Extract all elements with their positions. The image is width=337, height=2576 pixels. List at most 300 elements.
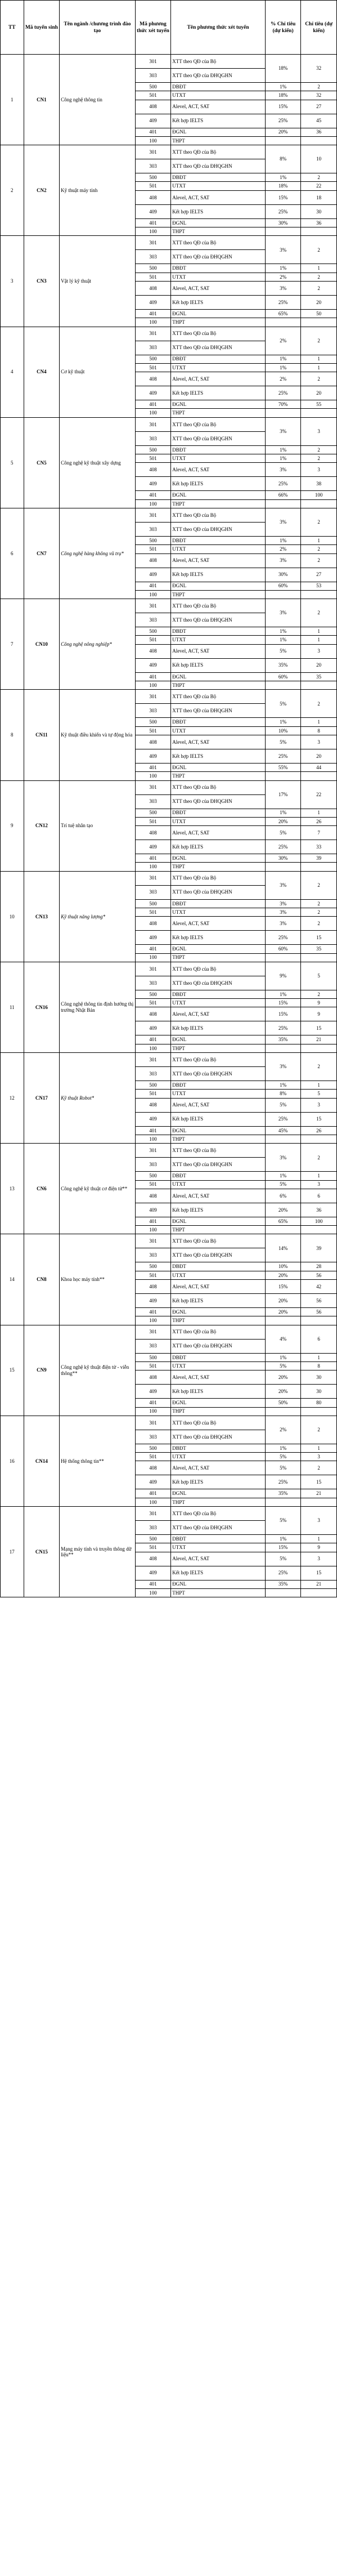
method-code: 301	[135, 1325, 171, 1339]
quota-count: 9	[301, 1543, 337, 1552]
method-code: 301	[135, 236, 171, 250]
method-code: 100	[135, 1498, 171, 1506]
header-ma-phuong-thuc: Mã phương thức xét tuyển	[135, 1, 171, 55]
method-code: 409	[135, 114, 171, 128]
quota-count	[301, 227, 337, 236]
quota-percent: 5%	[265, 1453, 301, 1461]
method-name: Alevel, ACT, SAT	[171, 826, 266, 840]
quota-count: 2	[301, 281, 337, 295]
quota-percent: 5%	[265, 1461, 301, 1475]
header-tt: TT	[1, 1, 24, 55]
quota-percent: 25%	[265, 749, 301, 763]
method-name: THPT	[171, 499, 266, 508]
method-code: 501	[135, 363, 171, 372]
method-name: THPT	[171, 681, 266, 690]
method-name: UTXT	[171, 1271, 266, 1279]
quota-count: 56	[301, 1271, 337, 1279]
program-code: CN14	[24, 1416, 60, 1506]
method-code: 401	[135, 1580, 171, 1588]
method-name: Alevel, ACT, SAT	[171, 281, 266, 295]
quota-count: 2	[301, 545, 337, 553]
method-code: 408	[135, 100, 171, 114]
method-code: 303	[135, 431, 171, 445]
method-name: ĐGNL	[171, 1399, 266, 1407]
method-code: 100	[135, 953, 171, 962]
method-code: 301	[135, 417, 171, 431]
quota-count: 1	[301, 1172, 337, 1180]
method-name: UTXT	[171, 91, 266, 100]
quota-percent: 25%	[265, 1021, 301, 1035]
quota-count	[301, 1226, 337, 1234]
method-code: 303	[135, 250, 171, 264]
quota-percent: 15%	[265, 1543, 301, 1552]
quota-count: 30	[301, 204, 337, 218]
method-code: 100	[135, 681, 171, 690]
quota-count: 1	[301, 1081, 337, 1090]
quota-percent: 45%	[265, 1126, 301, 1135]
method-name: Kết hợp IELTS	[171, 1112, 266, 1126]
method-name: ĐGNL	[171, 763, 266, 771]
method-code: 408	[135, 1189, 171, 1203]
method-code: 301	[135, 508, 171, 522]
quota-count: 3	[301, 417, 337, 445]
method-name: XTT theo QĐ của Bộ	[171, 1416, 266, 1430]
method-name: UTXT	[171, 182, 266, 190]
quota-percent: 1%	[265, 536, 301, 544]
method-name: DBĐT	[171, 1081, 266, 1090]
quota-count: 28	[301, 1262, 337, 1271]
method-code: 401	[135, 763, 171, 771]
quota-percent: 35%	[265, 658, 301, 672]
quota-count: 8	[301, 726, 337, 735]
quota-percent: 3%	[265, 908, 301, 916]
method-name: DBĐT	[171, 355, 266, 363]
program-tt: 4	[1, 327, 24, 417]
method-name: XTT theo QĐ của ĐHQGHN	[171, 1067, 266, 1081]
quota-count	[301, 1588, 337, 1597]
method-name: ĐGNL	[171, 1580, 266, 1588]
quota-count	[301, 1498, 337, 1506]
quota-percent	[265, 499, 301, 508]
quota-percent: 25%	[265, 931, 301, 945]
quota-count: 22	[301, 780, 337, 809]
program-code: CN12	[24, 780, 60, 871]
method-code: 409	[135, 1112, 171, 1126]
quota-percent: 3%	[265, 899, 301, 908]
method-name: DBĐT	[171, 1172, 266, 1180]
quota-percent	[265, 1588, 301, 1597]
quota-percent: 18%	[265, 55, 301, 83]
quota-count: 2	[301, 1053, 337, 1081]
method-name: XTT theo QĐ của Bộ	[171, 1325, 266, 1339]
quota-percent: 18%	[265, 182, 301, 190]
method-code: 501	[135, 182, 171, 190]
method-name: ĐGNL	[171, 1217, 266, 1225]
method-name: Alevel, ACT, SAT	[171, 553, 266, 568]
quota-count: 20	[301, 386, 337, 400]
method-name: THPT	[171, 409, 266, 417]
method-code: 401	[135, 1399, 171, 1407]
method-code: 409	[135, 840, 171, 854]
method-name: Kết hợp IELTS	[171, 1021, 266, 1035]
quota-count: 35	[301, 672, 337, 681]
method-code: 501	[135, 1180, 171, 1189]
quota-percent: 15%	[265, 100, 301, 114]
method-code: 501	[135, 999, 171, 1007]
header-chi-tieu: Chỉ tiêu (dự kiến)	[301, 1, 337, 55]
method-name: DBĐT	[171, 718, 266, 726]
method-name: DBĐT	[171, 627, 266, 636]
program-tt: 13	[1, 1144, 24, 1234]
quota-percent: 3%	[265, 281, 301, 295]
quota-count	[301, 1135, 337, 1143]
table-header-row	[1, 1, 337, 55]
quota-percent: 1%	[265, 990, 301, 998]
method-name: ĐGNL	[171, 218, 266, 227]
quota-percent	[265, 590, 301, 599]
method-name: XTT theo QĐ của Bộ	[171, 145, 266, 159]
quota-count: 27	[301, 568, 337, 582]
method-name: Alevel, ACT, SAT	[171, 735, 266, 749]
method-name: XTT theo QĐ của ĐHQGHN	[171, 1248, 266, 1262]
program-code: CN11	[24, 690, 60, 780]
method-code: 303	[135, 1339, 171, 1353]
quota-percent: 2%	[265, 545, 301, 553]
quota-percent: 1%	[265, 809, 301, 817]
quota-percent: 25%	[265, 1566, 301, 1580]
method-name: THPT	[171, 772, 266, 780]
method-code: 500	[135, 173, 171, 182]
method-code: 100	[135, 1407, 171, 1416]
quota-count: 80	[301, 1399, 337, 1407]
quota-count: 8	[301, 1361, 337, 1370]
method-code: 303	[135, 159, 171, 173]
method-name: UTXT	[171, 363, 266, 372]
quota-percent: 25%	[265, 1112, 301, 1126]
method-name: ĐGNL	[171, 400, 266, 409]
method-name: ĐGNL	[171, 672, 266, 681]
table-row	[1, 1416, 337, 1430]
method-code: 303	[135, 1067, 171, 1081]
method-name: Alevel, ACT, SAT	[171, 1552, 266, 1566]
quota-count	[301, 772, 337, 780]
table-row	[1, 780, 337, 794]
method-code: 408	[135, 372, 171, 386]
quota-count: 26	[301, 1126, 337, 1135]
quota-count: 9	[301, 999, 337, 1007]
quota-count	[301, 953, 337, 962]
program-code: CN13	[24, 871, 60, 962]
method-code: 409	[135, 1475, 171, 1489]
method-code: 303	[135, 613, 171, 627]
method-code: 401	[135, 1489, 171, 1498]
method-code: 401	[135, 1126, 171, 1135]
method-name: Alevel, ACT, SAT	[171, 463, 266, 477]
quota-percent: 20%	[265, 1370, 301, 1385]
quota-percent: 65%	[265, 309, 301, 318]
method-code: 408	[135, 917, 171, 931]
method-name: UTXT	[171, 1361, 266, 1370]
quota-count: 55	[301, 400, 337, 409]
quota-count: 45	[301, 114, 337, 128]
method-name: XTT theo QĐ của Bộ	[171, 962, 266, 976]
program-name: Công nghệ kỹ thuật xây dựng	[60, 417, 136, 508]
quota-count: 42	[301, 1280, 337, 1294]
quota-count: 2	[301, 327, 337, 355]
program-name: Kỹ thuật năng lượng*	[60, 871, 136, 962]
quota-count: 44	[301, 763, 337, 771]
method-code: 401	[135, 400, 171, 409]
method-code: 501	[135, 726, 171, 735]
quota-percent: 5%	[265, 826, 301, 840]
quota-percent: 10%	[265, 1262, 301, 1271]
method-name: ĐGNL	[171, 1035, 266, 1044]
quota-percent: 2%	[265, 327, 301, 355]
method-name: XTT theo QĐ của Bộ	[171, 327, 266, 341]
program-tt: 3	[1, 236, 24, 327]
quota-percent: 3%	[265, 236, 301, 264]
method-name: XTT theo QĐ của Bộ	[171, 690, 266, 704]
method-name: DBĐT	[171, 264, 266, 273]
method-code: 301	[135, 1507, 171, 1521]
quota-percent: 66%	[265, 491, 301, 499]
quota-percent: 60%	[265, 945, 301, 953]
method-name: Alevel, ACT, SAT	[171, 1280, 266, 1294]
quota-percent	[265, 1407, 301, 1416]
quota-count: 21	[301, 1489, 337, 1498]
method-name: Alevel, ACT, SAT	[171, 190, 266, 204]
method-name: ĐGNL	[171, 491, 266, 499]
method-code: 100	[135, 1135, 171, 1143]
quota-count: 1	[301, 1353, 337, 1361]
method-name: XTT theo QĐ của Bộ	[171, 1144, 266, 1158]
method-code: 409	[135, 658, 171, 672]
method-name: ĐGNL	[171, 854, 266, 863]
method-code: 401	[135, 1217, 171, 1225]
quota-percent: 8%	[265, 1090, 301, 1098]
method-name: THPT	[171, 863, 266, 871]
quota-count: 1	[301, 363, 337, 372]
quota-count: 2	[301, 917, 337, 931]
program-code: CN5	[24, 417, 60, 508]
method-name: DBĐT	[171, 1535, 266, 1543]
quota-count: 2	[301, 871, 337, 899]
method-name: XTT theo QĐ của ĐHQGHN	[171, 794, 266, 809]
method-code: 409	[135, 1021, 171, 1035]
quota-count: 2	[301, 83, 337, 91]
method-name: THPT	[171, 953, 266, 962]
quota-percent: 25%	[265, 840, 301, 854]
program-tt: 7	[1, 599, 24, 690]
quota-count: 3	[301, 1098, 337, 1112]
quota-count: 2	[301, 273, 337, 281]
program-name: Kỹ thuật điều khiển và tự động hóa	[60, 690, 136, 780]
quota-percent: 9%	[265, 962, 301, 990]
quota-count: 32	[301, 55, 337, 83]
method-code: 500	[135, 1172, 171, 1180]
quota-percent: 70%	[265, 400, 301, 409]
method-name: THPT	[171, 1226, 266, 1234]
method-code: 409	[135, 477, 171, 491]
method-code: 401	[135, 582, 171, 590]
quota-percent: 55%	[265, 763, 301, 771]
quota-count	[301, 590, 337, 599]
quota-count: 3	[301, 735, 337, 749]
quota-count: 36	[301, 1203, 337, 1217]
method-code: 408	[135, 190, 171, 204]
quota-count: 1	[301, 355, 337, 363]
program-code: CN9	[24, 1325, 60, 1416]
program-code: CN3	[24, 236, 60, 327]
method-code: 408	[135, 1461, 171, 1475]
method-name: XTT theo QĐ của ĐHQGHN	[171, 704, 266, 718]
quota-percent: 17%	[265, 780, 301, 809]
quota-count: 20	[301, 658, 337, 672]
method-name: XTT theo QĐ của Bộ	[171, 1053, 266, 1067]
method-name: Kết hợp IELTS	[171, 931, 266, 945]
method-code: 301	[135, 1053, 171, 1067]
method-name: Alevel, ACT, SAT	[171, 372, 266, 386]
method-name: Kết hợp IELTS	[171, 1203, 266, 1217]
program-code: CN15	[24, 1507, 60, 1597]
program-name: Công nghệ hàng không vũ trụ*	[60, 508, 136, 599]
method-code: 500	[135, 536, 171, 544]
quota-count: 32	[301, 91, 337, 100]
quota-percent: 1%	[265, 1353, 301, 1361]
method-name: XTT theo QĐ của Bộ	[171, 1507, 266, 1521]
program-code: CN16	[24, 962, 60, 1052]
method-code: 409	[135, 295, 171, 309]
method-name: THPT	[171, 227, 266, 236]
method-name: THPT	[171, 318, 266, 327]
quota-count: 10	[301, 145, 337, 173]
quota-count: 36	[301, 128, 337, 136]
method-code: 500	[135, 1535, 171, 1543]
table-row	[1, 1507, 337, 1521]
method-name: DBĐT	[171, 1262, 266, 1271]
program-name: Công nghệ kỹ thuật điện tử - viễn thông**	[60, 1325, 136, 1416]
method-code: 100	[135, 136, 171, 145]
method-code: 301	[135, 1416, 171, 1430]
quota-percent: 25%	[265, 295, 301, 309]
method-code: 500	[135, 355, 171, 363]
quota-percent: 65%	[265, 1217, 301, 1225]
quota-percent	[265, 681, 301, 690]
method-code: 303	[135, 69, 171, 83]
method-name: Kết hợp IELTS	[171, 1475, 266, 1489]
quota-count: 27	[301, 100, 337, 114]
method-name: XTT theo QĐ của ĐHQGHN	[171, 613, 266, 627]
method-name: XTT theo QĐ của Bộ	[171, 871, 266, 885]
program-name: Công nghệ nông nghiệp*	[60, 599, 136, 690]
quota-percent: 15%	[265, 1280, 301, 1294]
quota-count: 15	[301, 1021, 337, 1035]
method-name: Kết hợp IELTS	[171, 658, 266, 672]
method-code: 500	[135, 718, 171, 726]
method-code: 401	[135, 1308, 171, 1316]
quota-percent: 5%	[265, 1507, 301, 1535]
quota-percent	[265, 1316, 301, 1325]
method-name: THPT	[171, 1044, 266, 1052]
quota-count: 21	[301, 1580, 337, 1588]
program-tt: 6	[1, 508, 24, 599]
program-tt: 5	[1, 417, 24, 508]
method-code: 409	[135, 931, 171, 945]
method-code: 409	[135, 568, 171, 582]
quota-count: 2	[301, 445, 337, 454]
quota-percent: 1%	[265, 173, 301, 182]
method-name: ĐGNL	[171, 1489, 266, 1498]
header-ma-tuyen-sinh: Mã tuyển sinh	[24, 1, 60, 55]
quota-percent: 1%	[265, 1444, 301, 1452]
quota-count: 7	[301, 826, 337, 840]
quota-percent: 14%	[265, 1234, 301, 1262]
method-code: 500	[135, 1353, 171, 1361]
method-code: 408	[135, 826, 171, 840]
method-code: 303	[135, 1521, 171, 1535]
program-name: Công nghệ thông tin	[60, 55, 136, 145]
method-name: DBĐT	[171, 809, 266, 817]
quota-percent: 10%	[265, 726, 301, 735]
quota-percent	[265, 136, 301, 145]
method-name: XTT theo QĐ của Bộ	[171, 508, 266, 522]
method-code: 501	[135, 1543, 171, 1552]
method-name: ĐGNL	[171, 309, 266, 318]
method-name: Kết hợp IELTS	[171, 1294, 266, 1308]
program-name: Công nghệ thông tin định hướng thị trường Nhật Bản	[60, 962, 136, 1052]
quota-percent	[265, 1226, 301, 1234]
quota-count: 1	[301, 627, 337, 636]
quota-percent: 1%	[265, 627, 301, 636]
program-name: Trí tuệ nhân tạo	[60, 780, 136, 871]
quota-count: 9	[301, 1007, 337, 1021]
method-name: Alevel, ACT, SAT	[171, 1461, 266, 1475]
method-name: XTT theo QĐ của Bộ	[171, 780, 266, 794]
method-name: ĐGNL	[171, 1126, 266, 1135]
method-name: Alevel, ACT, SAT	[171, 100, 266, 114]
quota-count: 21	[301, 1035, 337, 1044]
method-code: 500	[135, 264, 171, 273]
method-name: UTXT	[171, 1180, 266, 1189]
quota-count: 33	[301, 840, 337, 854]
program-tt: 10	[1, 871, 24, 962]
method-name: Kết hợp IELTS	[171, 1566, 266, 1580]
quota-percent: 60%	[265, 672, 301, 681]
method-name: XTT theo QĐ của ĐHQGHN	[171, 1339, 266, 1353]
method-name: XTT theo QĐ của ĐHQGHN	[171, 885, 266, 899]
program-tt: 15	[1, 1325, 24, 1416]
quota-percent: 5%	[265, 1098, 301, 1112]
method-code: 401	[135, 854, 171, 863]
method-name: XTT theo QĐ của ĐHQGHN	[171, 69, 266, 83]
method-code: 501	[135, 817, 171, 825]
method-name: XTT theo QĐ của ĐHQGHN	[171, 1430, 266, 1444]
quota-count: 2	[301, 599, 337, 627]
method-code: 501	[135, 1271, 171, 1279]
quota-count: 1	[301, 1444, 337, 1452]
quota-percent: 2%	[265, 1416, 301, 1444]
method-code: 303	[135, 885, 171, 899]
quota-count: 2	[301, 1144, 337, 1172]
table-body	[1, 55, 337, 1597]
quota-percent: 20%	[265, 1294, 301, 1308]
quota-count: 30	[301, 1370, 337, 1385]
method-code: 303	[135, 1248, 171, 1262]
method-code: 100	[135, 318, 171, 327]
quota-count	[301, 136, 337, 145]
quota-count: 2	[301, 1461, 337, 1475]
quota-count	[301, 1407, 337, 1416]
